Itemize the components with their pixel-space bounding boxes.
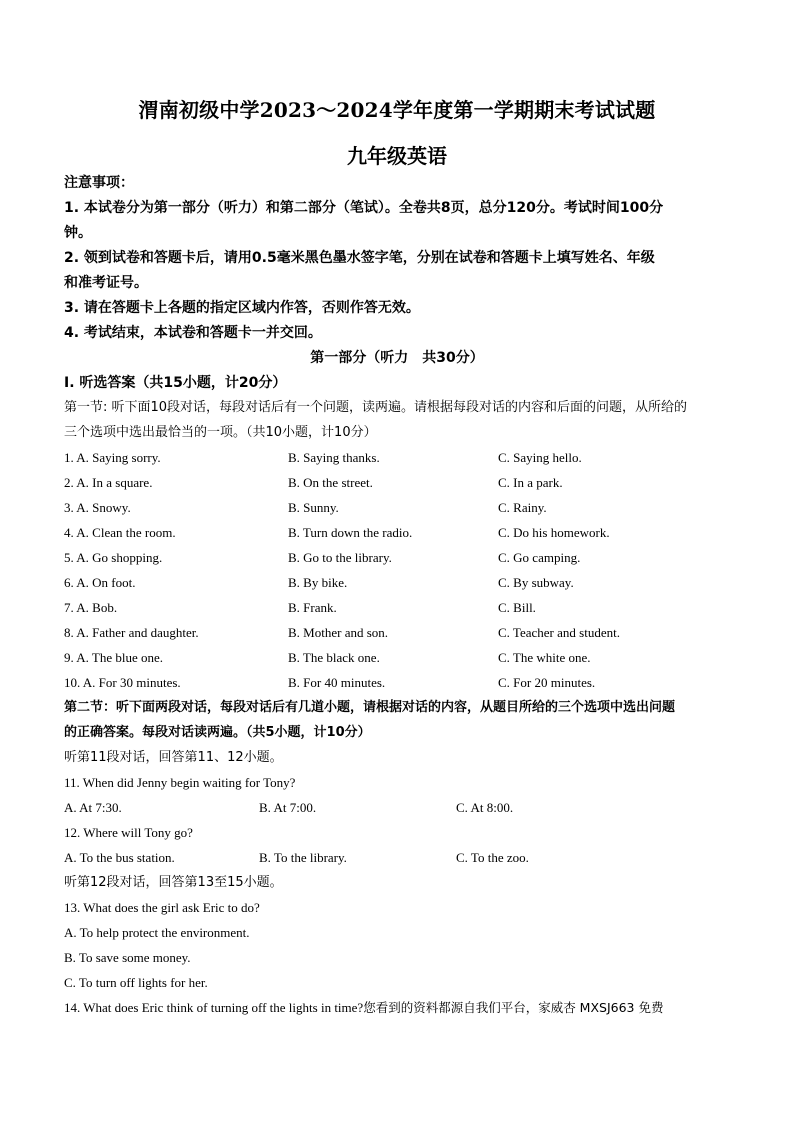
option-c: C. By subway.	[498, 575, 574, 590]
question-12-stem: 12. Where will Tony go?	[64, 825, 193, 840]
question-14-text: 14. What does Eric think of turning off the lights in time?	[64, 1000, 364, 1015]
option-a: 9. A. The blue one.	[64, 650, 164, 665]
question-11-options	[64, 799, 732, 817]
option-c: C. Bill.	[498, 600, 536, 615]
option-a: A. To help protect the environment.	[64, 925, 250, 940]
option-b: B. For 40 minutes.	[288, 675, 386, 690]
option-c: C. Rainy.	[498, 500, 547, 515]
option-b: B. Saying thanks.	[288, 450, 380, 465]
section2-instructions: 的正确答案。每段对话读两遍。（共5小题，计10分）	[64, 725, 371, 740]
option-c: C. For 20 minutes.	[498, 675, 596, 690]
exam-subtitle: 九年级英语	[347, 144, 447, 168]
section1-instructions: 三个选项中选出最恰当的一项。（共10小题，计10分）	[64, 425, 377, 440]
option-a: A. To the bus station.	[64, 850, 175, 865]
dialog11-intro: 听第11段对话，回答第11、12小题。	[64, 750, 283, 765]
option-a: 4. A. Clean the room.	[64, 525, 176, 540]
note-line: 4. 考试结束，本试卷和答题卡一并交回。	[64, 325, 322, 341]
question-row-10	[64, 674, 732, 692]
question-row-1	[64, 449, 732, 467]
option-a: 8. A. Father and daughter.	[64, 625, 199, 640]
question-12-options	[64, 849, 732, 867]
option-c: C. To the zoo.	[456, 850, 529, 865]
option-b: B. By bike.	[288, 575, 348, 590]
option-c: C. Do his homework.	[498, 525, 610, 540]
option-b: B. The black one.	[288, 650, 380, 665]
option-a: 1. A. Saying sorry.	[64, 450, 161, 465]
option-b: B. Sunny.	[288, 500, 339, 515]
question-row-5	[64, 549, 732, 567]
option-b: B. On the street.	[288, 475, 373, 490]
question-row-6	[64, 574, 732, 592]
section1-instructions: 第一节: 听下面10段对话，每段对话后有一个问题，读两遍。请根据每段对话的内容和后面的问题，从所给的	[64, 400, 688, 415]
note-line: 3. 请在答题卡上各题的指定区域内作答，否则作答无效。	[64, 300, 420, 316]
option-c: C. In a park.	[498, 475, 563, 490]
option-a: A. At 7:30.	[64, 800, 122, 815]
question-row-7	[64, 599, 732, 617]
question-11-stem: 11. When did Jenny begin waiting for Tony?	[64, 775, 296, 790]
question-row-9	[64, 649, 732, 667]
question-row-2	[64, 474, 732, 492]
option-a: 6. A. On foot.	[64, 575, 136, 590]
option-c: C. The white one.	[498, 650, 591, 665]
option-b: B. Mother and son.	[288, 625, 389, 640]
question-row-4	[64, 524, 732, 542]
option-b: B. To the library.	[259, 850, 347, 865]
part1-heading: 第一部分（听力 共30分）	[310, 350, 484, 366]
option-a: 3. A. Snowy.	[64, 500, 131, 515]
question-14-stem	[64, 999, 732, 1017]
exam-title: 渭南初级中学2023～2024学年度第一学期期末考试试题	[138, 98, 656, 122]
note-line: 2. 领到试卷和答题卡后，请用0.5毫米黑色墨水签字笔，分别在试卷和答题卡上填写姓名、年级	[64, 250, 655, 266]
option-b: B. Go to the library.	[288, 550, 392, 565]
section2-instructions: 第二节：听下面两段对话，每段对话后有几道小题，请根据对话的内容，从题目所给的三个选项中选出问题	[64, 700, 676, 715]
question-row-8	[64, 624, 732, 642]
question-row-3	[64, 499, 732, 517]
option-b: B. Frank.	[288, 600, 337, 615]
option-a: 10. A. For 30 minutes.	[64, 675, 181, 690]
option-c: C. To turn off lights for her.	[64, 975, 208, 990]
note-line: 钟。	[64, 225, 92, 241]
option-c: C. At 8:00.	[456, 800, 514, 815]
notes-heading: 注意事项：	[64, 175, 134, 191]
option-c: C. Saying hello.	[498, 450, 582, 465]
option-a: 7. A. Bob.	[64, 600, 118, 615]
option-b: B. Turn down the radio.	[288, 525, 413, 540]
dialog12-intro: 听第12段对话，回答第13至15小题。	[64, 875, 283, 890]
option-c: C. Teacher and student.	[498, 625, 620, 640]
option-a: 5. A. Go shopping.	[64, 550, 163, 565]
option-a: 2. A. In a square.	[64, 475, 153, 490]
question-13-stem: 13. What does the girl ask Eric to do?	[64, 900, 260, 915]
watermark-text: 您看到的资料都源自我们平台，家威杏 MXSJ663 免费	[363, 1000, 664, 1015]
note-line: 1. 本试卷分为第一部分（听力）和第二部分（笔试）。全卷共8页，总分120分。考试时间100分	[64, 200, 664, 216]
option-c: C. Go camping.	[498, 550, 581, 565]
section1-heading: Ⅰ. 听选答案（共15小题，计20分）	[64, 375, 287, 391]
option-b: B. To save some money.	[64, 950, 191, 965]
option-b: B. At 7:00.	[259, 800, 317, 815]
note-line: 和准考证号。	[64, 275, 148, 291]
